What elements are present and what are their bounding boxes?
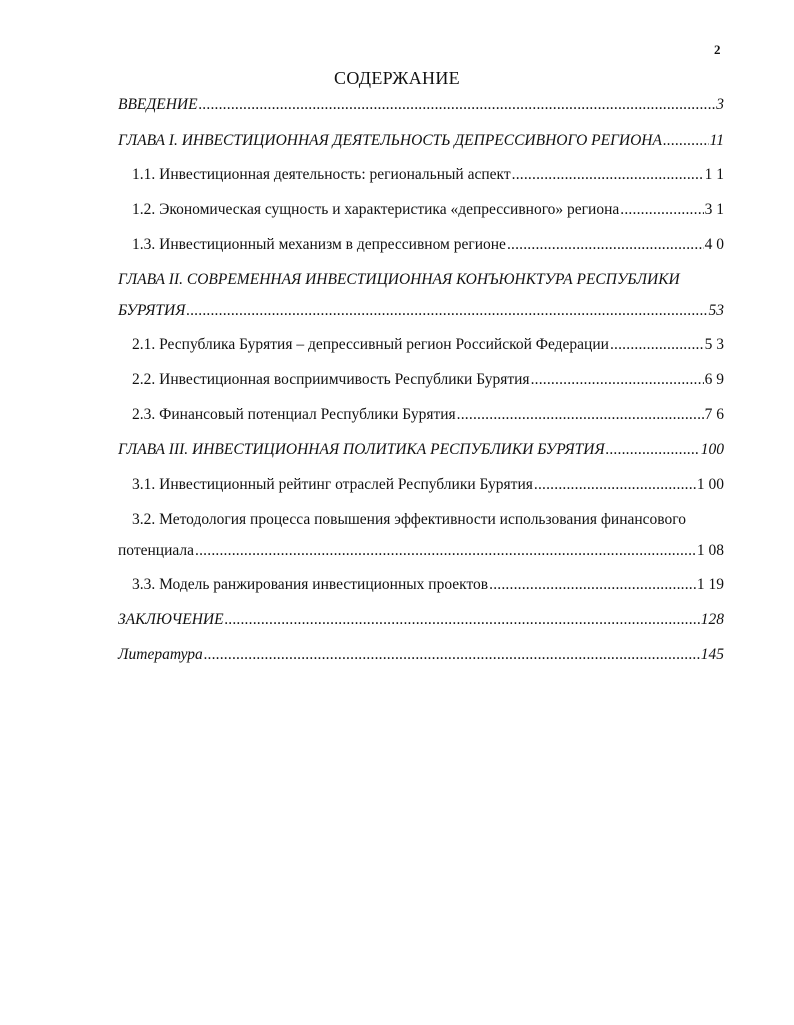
toc-entry-chapter-2[interactable] bbox=[118, 271, 724, 320]
toc-entry-page: 3 bbox=[716, 96, 724, 113]
dot-leader bbox=[195, 542, 696, 560]
toc-entry-page: 128 bbox=[700, 611, 724, 628]
toc-entry-label-line1: 3.2. Методология процесса повышения эффективности использования финансового bbox=[132, 511, 686, 528]
toc-entry-label: ВВЕДЕНИЕ bbox=[118, 96, 198, 113]
toc-entry-page: 4 0 bbox=[704, 236, 724, 253]
toc-title: СОДЕРЖАНИЕ bbox=[334, 68, 460, 88]
toc-entry-3-2[interactable] bbox=[118, 511, 724, 560]
toc-entry-label: 1.3. Инвестиционный механизм в депрессивном регионе bbox=[132, 236, 506, 253]
toc-entry-chapter-3[interactable] bbox=[118, 441, 724, 459]
toc-entry-page: 145 bbox=[700, 646, 724, 663]
toc-entry-page: 1 1 bbox=[704, 166, 724, 183]
toc-entry-2-3[interactable] bbox=[118, 406, 724, 424]
toc-entry-label: 2.3. Финансовый потенциал Республики Бурятия bbox=[132, 406, 456, 423]
toc-entry-label: ГЛАВА I. ИНВЕСТИЦИОННАЯ ДЕЯТЕЛЬНОСТЬ ДЕПРЕССИВНОГО РЕГИОНА bbox=[118, 132, 662, 149]
toc-entry-page: 5 3 bbox=[704, 336, 724, 353]
toc-entry-2-2[interactable] bbox=[118, 371, 724, 389]
toc-entry-3-1[interactable] bbox=[118, 476, 724, 494]
toc-entry-2-1[interactable] bbox=[118, 336, 724, 354]
toc-entry-label-line1: ГЛАВА II. СОВРЕМЕННАЯ ИНВЕСТИЦИОННАЯ КОНЪЮНКТУРА РЕСПУБЛИКИ bbox=[118, 271, 680, 288]
dot-leader bbox=[531, 371, 704, 389]
toc-entry-conclusion[interactable] bbox=[118, 611, 724, 629]
toc-entry-3-3[interactable] bbox=[118, 576, 724, 594]
toc-entry-label: 3.3. Модель ранжирования инвестиционных проектов bbox=[132, 576, 489, 593]
dot-leader bbox=[186, 302, 707, 320]
toc-entry-page: 1 08 bbox=[696, 542, 724, 559]
toc-entry-page: 11 bbox=[709, 132, 724, 149]
dot-leader bbox=[512, 166, 704, 184]
toc-entry-1-2[interactable] bbox=[118, 201, 724, 219]
dot-leader bbox=[610, 336, 704, 354]
toc-entry-introduction[interactable] bbox=[118, 96, 724, 114]
toc-entry-label: 1.1. Инвестиционная деятельность: региональный аспект bbox=[132, 166, 511, 183]
toc-entry-page: 53 bbox=[708, 302, 724, 319]
toc-entry-label-line2: БУРЯТИЯ bbox=[118, 302, 186, 319]
toc-entry-page: 1 19 bbox=[696, 576, 724, 593]
toc-entry-label: ГЛАВА III. ИНВЕСТИЦИОННАЯ ПОЛИТИКА РЕСПУБЛИКИ БУРЯТИЯ bbox=[118, 441, 605, 458]
toc-entry-label-line2: потенциала bbox=[118, 542, 195, 559]
dot-leader bbox=[507, 236, 704, 254]
toc-entry-label: 1.2. Экономическая сущность и характеристика «депрессивного» региона bbox=[132, 201, 620, 218]
toc-entry-label: 2.2. Инвестиционная восприимчивость Республики Бурятия bbox=[132, 371, 530, 388]
toc-entry-literature[interactable] bbox=[118, 646, 724, 664]
dot-leader bbox=[620, 201, 703, 219]
toc-entry-label: ЗАКЛЮЧЕНИЕ bbox=[118, 611, 224, 628]
toc-entry-page: 6 9 bbox=[704, 371, 724, 388]
dot-leader bbox=[204, 646, 700, 664]
dot-leader bbox=[534, 476, 696, 494]
toc-entry-chapter-1[interactable] bbox=[118, 132, 724, 150]
dot-leader bbox=[457, 406, 704, 424]
dot-leader bbox=[663, 132, 709, 150]
dot-leader bbox=[225, 611, 700, 629]
dot-leader bbox=[489, 576, 696, 594]
toc-entry-label: 2.1. Республика Бурятия – депрессивный регион Российской Федерации bbox=[132, 336, 609, 353]
toc-entry-page: 7 6 bbox=[704, 406, 724, 423]
toc-entry-1-1[interactable] bbox=[118, 166, 724, 184]
toc-entry-1-3[interactable] bbox=[118, 236, 724, 254]
toc-entry-page: 100 bbox=[700, 441, 724, 458]
toc-entry-label: 3.1. Инвестиционный рейтинг отраслей Республики Бурятия bbox=[132, 476, 533, 493]
toc-entry-page: 1 00 bbox=[696, 476, 724, 493]
dot-leader bbox=[606, 441, 700, 459]
toc-entry-page: 3 1 bbox=[704, 201, 724, 218]
table-of-contents bbox=[118, 92, 724, 664]
page-number: 2 bbox=[714, 42, 721, 57]
dot-leader bbox=[199, 96, 716, 114]
toc-entry-label: Литература bbox=[118, 646, 203, 663]
